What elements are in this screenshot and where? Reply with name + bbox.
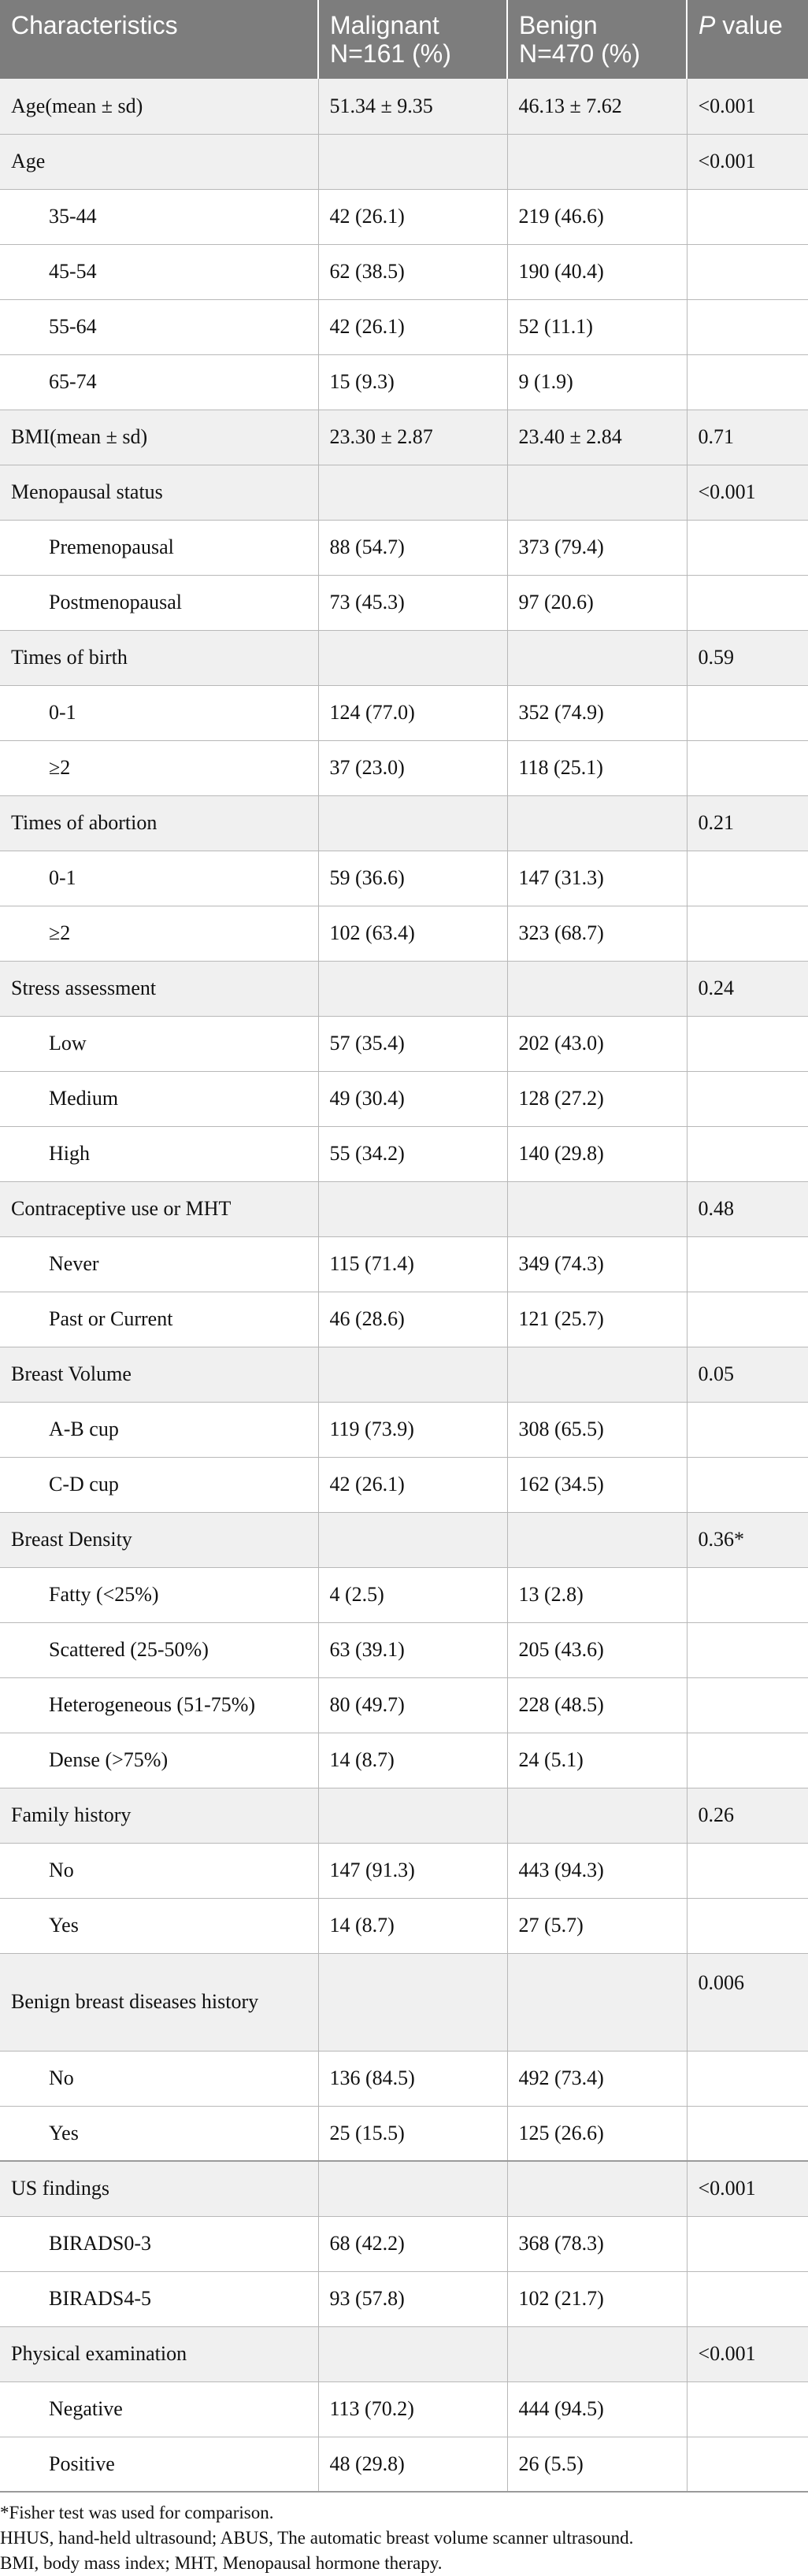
malignant-cell: 62 (38.5) <box>318 244 507 299</box>
subgroup-row <box>0 2216 808 2271</box>
subgroup-row <box>0 1016 808 1071</box>
p-value-cell <box>687 1016 808 1071</box>
benign-cell <box>507 2161 687 2216</box>
p-value-cell: 0.05 <box>687 1347 808 1402</box>
malignant-cell: 14 (8.7) <box>318 1733 507 1788</box>
benign-cell: 219 (46.6) <box>507 189 687 244</box>
p-value-cell: 0.59 <box>687 630 808 685</box>
benign-cell <box>507 795 687 851</box>
p-value-cell <box>687 2271 808 2326</box>
benign-cell: 23.40 ± 2.84 <box>507 410 687 465</box>
malignant-cell: 113 (70.2) <box>318 2381 507 2437</box>
row-label: ≥2 <box>0 740 318 795</box>
p-value-cell <box>687 520 808 575</box>
malignant-cell <box>318 1953 507 2051</box>
subgroup-row <box>0 1457 808 1512</box>
subgroup-row <box>0 906 808 961</box>
subgroup-row <box>0 1677 808 1733</box>
footnote: BMI, body mass index; MHT, Menopausal hormone therapy. <box>0 2553 443 2573</box>
benign-cell: 140 (29.8) <box>507 1126 687 1181</box>
row-label: Times of abortion <box>0 795 318 851</box>
subgroup-row <box>0 1567 808 1622</box>
row-label: C-D cup <box>0 1457 318 1512</box>
malignant-cell: 14 (8.7) <box>318 1898 507 1953</box>
benign-cell: 9 (1.9) <box>507 354 687 410</box>
benign-cell: 121 (25.7) <box>507 1292 687 1347</box>
p-value-cell <box>687 1622 808 1677</box>
row-label: Positive <box>0 2437 318 2492</box>
malignant-cell <box>318 1512 507 1567</box>
p-value-cell: 0.24 <box>687 961 808 1016</box>
malignant-cell: 55 (34.2) <box>318 1126 507 1181</box>
p-value-cell <box>687 1843 808 1898</box>
category-row <box>0 134 808 189</box>
malignant-cell <box>318 1181 507 1236</box>
p-value-cell <box>687 2051 808 2106</box>
p-value-cell <box>687 1677 808 1733</box>
subgroup-row <box>0 1071 808 1126</box>
subgroup-row <box>0 1733 808 1788</box>
p-value-cell <box>687 1402 808 1457</box>
header-row <box>0 0 808 79</box>
footnote: *Fisher test was used for comparison. <box>0 2503 274 2522</box>
benign-cell <box>507 1512 687 1567</box>
row-label: Menopausal status <box>0 465 318 520</box>
row-label: 55-64 <box>0 299 318 354</box>
benign-cell: 308 (65.5) <box>507 1402 687 1457</box>
subgroup-row <box>0 1402 808 1457</box>
malignant-cell <box>318 961 507 1016</box>
p-value-cell <box>687 1126 808 1181</box>
category-row <box>0 1788 808 1843</box>
row-label: Breast Volume <box>0 1347 318 1402</box>
benign-cell: 46.13 ± 7.62 <box>507 79 687 134</box>
malignant-cell: 49 (30.4) <box>318 1071 507 1126</box>
benign-cell <box>507 1788 687 1843</box>
p-value-cell <box>687 1457 808 1512</box>
category-row <box>0 630 808 685</box>
row-label: No <box>0 2051 318 2106</box>
benign-cell: 97 (20.6) <box>507 575 687 630</box>
p-value-cell: <0.001 <box>687 79 808 134</box>
subgroup-row <box>0 2051 808 2106</box>
malignant-cell: 119 (73.9) <box>318 1402 507 1457</box>
subgroup-row <box>0 1843 808 1898</box>
p-value-cell <box>687 851 808 906</box>
malignant-cell <box>318 630 507 685</box>
malignant-cell: 51.34 ± 9.35 <box>318 79 507 134</box>
subgroup-row <box>0 1126 808 1181</box>
row-label: BIRADS4-5 <box>0 2271 318 2326</box>
subgroup-row <box>0 2437 808 2492</box>
benign-cell: 162 (34.5) <box>507 1457 687 1512</box>
subgroup-row <box>0 740 808 795</box>
malignant-cell: 115 (71.4) <box>318 1236 507 1292</box>
benign-cell: 147 (31.3) <box>507 851 687 906</box>
subgroup-row <box>0 520 808 575</box>
p-value-cell <box>687 244 808 299</box>
row-label: Dense (>75%) <box>0 1733 318 1788</box>
subgroup-row <box>0 851 808 906</box>
benign-cell: 228 (48.5) <box>507 1677 687 1733</box>
p-value-cell <box>687 906 808 961</box>
row-label: Stress assessment <box>0 961 318 1016</box>
malignant-cell: 68 (42.2) <box>318 2216 507 2271</box>
malignant-cell: 42 (26.1) <box>318 1457 507 1512</box>
benign-cell: 444 (94.5) <box>507 2381 687 2437</box>
row-label: US findings <box>0 2161 318 2216</box>
malignant-cell <box>318 2326 507 2381</box>
row-label: Yes <box>0 2106 318 2161</box>
subgroup-row <box>0 1898 808 1953</box>
row-label: Age <box>0 134 318 189</box>
p-value-cell: <0.001 <box>687 465 808 520</box>
p-value-cell: 0.36* <box>687 1512 808 1567</box>
header-benign-n: N=470 (%) <box>519 39 640 68</box>
malignant-cell <box>318 795 507 851</box>
benign-cell: 26 (5.5) <box>507 2437 687 2492</box>
benign-cell: 323 (68.7) <box>507 906 687 961</box>
header-benign-label: Benign <box>519 11 598 39</box>
subgroup-row <box>0 354 808 410</box>
malignant-cell: 80 (49.7) <box>318 1677 507 1733</box>
header-malignant-label: Malignant <box>330 11 439 39</box>
benign-cell: 125 (26.6) <box>507 2106 687 2161</box>
malignant-cell: 15 (9.3) <box>318 354 507 410</box>
benign-cell: 368 (78.3) <box>507 2216 687 2271</box>
header-malignant <box>318 0 507 79</box>
benign-cell <box>507 465 687 520</box>
p-value-cell: <0.001 <box>687 134 808 189</box>
benign-cell <box>507 630 687 685</box>
p-value-cell <box>687 189 808 244</box>
benign-cell: 352 (74.9) <box>507 685 687 740</box>
benign-cell <box>507 134 687 189</box>
subgroup-row <box>0 189 808 244</box>
p-value-cell: 0.71 <box>687 410 808 465</box>
benign-cell: 128 (27.2) <box>507 1071 687 1126</box>
footnote: HHUS, hand-held ultrasound; ABUS, The automatic breast volume scanner ultrasound. <box>0 2528 634 2548</box>
malignant-cell: 25 (15.5) <box>318 2106 507 2161</box>
p-value-cell <box>687 1236 808 1292</box>
subgroup-row <box>0 2106 808 2161</box>
benign-cell: 118 (25.1) <box>507 740 687 795</box>
p-value-cell <box>687 354 808 410</box>
row-label: 65-74 <box>0 354 318 410</box>
category-row <box>0 79 808 134</box>
row-label: Premenopausal <box>0 520 318 575</box>
malignant-cell: 48 (29.8) <box>318 2437 507 2492</box>
malignant-cell: 4 (2.5) <box>318 1567 507 1622</box>
row-label: BMI(mean ± sd) <box>0 410 318 465</box>
row-label: Yes <box>0 1898 318 1953</box>
benign-cell: 349 (74.3) <box>507 1236 687 1292</box>
table-body <box>0 79 808 2492</box>
malignant-cell: 88 (54.7) <box>318 520 507 575</box>
malignant-cell: 102 (63.4) <box>318 906 507 961</box>
p-value-cell <box>687 2437 808 2492</box>
row-label: Contraceptive use or MHT <box>0 1181 318 1236</box>
subgroup-row <box>0 575 808 630</box>
malignant-cell <box>318 1347 507 1402</box>
subgroup-row <box>0 299 808 354</box>
malignant-cell <box>318 134 507 189</box>
p-value-cell <box>687 1071 808 1126</box>
malignant-cell: 42 (26.1) <box>318 299 507 354</box>
benign-cell: 13 (2.8) <box>507 1567 687 1622</box>
category-row <box>0 2326 808 2381</box>
p-value-cell <box>687 1292 808 1347</box>
p-value-cell <box>687 2381 808 2437</box>
table-header <box>0 0 808 79</box>
row-label: Scattered (25-50%) <box>0 1622 318 1677</box>
p-value-cell <box>687 740 808 795</box>
benign-cell: 27 (5.7) <box>507 1898 687 1953</box>
malignant-cell <box>318 2161 507 2216</box>
row-label: Past or Current <box>0 1292 318 1347</box>
benign-cell: 24 (5.1) <box>507 1733 687 1788</box>
category-row <box>0 2161 808 2216</box>
row-label: Breast Density <box>0 1512 318 1567</box>
header-p-rest: value <box>715 11 783 39</box>
benign-cell: 190 (40.4) <box>507 244 687 299</box>
subgroup-row <box>0 1236 808 1292</box>
malignant-cell: 147 (91.3) <box>318 1843 507 1898</box>
benign-cell <box>507 1347 687 1402</box>
p-value-cell <box>687 299 808 354</box>
benign-cell <box>507 1953 687 2051</box>
p-value-cell <box>687 1567 808 1622</box>
row-label: Postmenopausal <box>0 575 318 630</box>
benign-cell: 202 (43.0) <box>507 1016 687 1071</box>
malignant-cell: 59 (36.6) <box>318 851 507 906</box>
row-label: BIRADS0-3 <box>0 2216 318 2271</box>
subgroup-row <box>0 1292 808 1347</box>
p-value-cell: <0.001 <box>687 2326 808 2381</box>
malignant-cell: 57 (35.4) <box>318 1016 507 1071</box>
subgroup-row <box>0 2271 808 2326</box>
row-label: Physical examination <box>0 2326 318 2381</box>
row-label: 0-1 <box>0 851 318 906</box>
header-malignant-n: N=161 (%) <box>330 39 451 68</box>
p-value-cell: 0.21 <box>687 795 808 851</box>
category-row <box>0 465 808 520</box>
p-value-cell: <0.001 <box>687 2161 808 2216</box>
benign-cell <box>507 961 687 1016</box>
p-value-cell: 0.006 <box>687 1953 808 2051</box>
row-label: No <box>0 1843 318 1898</box>
header-benign <box>507 0 687 79</box>
row-label: 35-44 <box>0 189 318 244</box>
malignant-cell: 136 (84.5) <box>318 2051 507 2106</box>
category-row <box>0 1512 808 1567</box>
p-value-cell <box>687 685 808 740</box>
malignant-cell: 37 (23.0) <box>318 740 507 795</box>
category-row <box>0 1347 808 1402</box>
header-p-value <box>687 0 808 79</box>
p-value-cell <box>687 1898 808 1953</box>
malignant-cell: 73 (45.3) <box>318 575 507 630</box>
subgroup-row <box>0 2381 808 2437</box>
category-row <box>0 795 808 851</box>
benign-cell: 205 (43.6) <box>507 1622 687 1677</box>
malignant-cell: 93 (57.8) <box>318 2271 507 2326</box>
subgroup-row <box>0 244 808 299</box>
row-label: Never <box>0 1236 318 1292</box>
row-label: A-B cup <box>0 1402 318 1457</box>
benign-cell <box>507 2326 687 2381</box>
row-label: Medium <box>0 1071 318 1126</box>
category-row <box>0 1953 808 2051</box>
row-label: Low <box>0 1016 318 1071</box>
row-label: 45-54 <box>0 244 318 299</box>
header-characteristics-label: Characteristics <box>11 11 178 39</box>
p-value-cell <box>687 2106 808 2161</box>
malignant-cell: 63 (39.1) <box>318 1622 507 1677</box>
benign-cell <box>507 1181 687 1236</box>
subgroup-row <box>0 685 808 740</box>
p-value-cell <box>687 1733 808 1788</box>
row-label: Times of birth <box>0 630 318 685</box>
category-row <box>0 1181 808 1236</box>
malignant-cell: 46 (28.6) <box>318 1292 507 1347</box>
header-p-italic: P <box>699 11 716 39</box>
malignant-cell: 23.30 ± 2.87 <box>318 410 507 465</box>
footnotes <box>0 2493 808 2576</box>
p-value-cell <box>687 575 808 630</box>
row-label: ≥2 <box>0 906 318 961</box>
malignant-cell: 124 (77.0) <box>318 685 507 740</box>
p-value-cell <box>687 2216 808 2271</box>
malignant-cell: 42 (26.1) <box>318 189 507 244</box>
category-row <box>0 961 808 1016</box>
row-label: High <box>0 1126 318 1181</box>
benign-cell: 443 (94.3) <box>507 1843 687 1898</box>
row-label: Benign breast diseases history <box>0 1953 318 2051</box>
category-row <box>0 410 808 465</box>
header-characteristics <box>0 0 318 79</box>
subgroup-row <box>0 1622 808 1677</box>
malignant-cell <box>318 1788 507 1843</box>
benign-cell: 52 (11.1) <box>507 299 687 354</box>
row-label: Negative <box>0 2381 318 2437</box>
row-label: Heterogeneous (51-75%) <box>0 1677 318 1733</box>
row-label: 0-1 <box>0 685 318 740</box>
benign-cell: 373 (79.4) <box>507 520 687 575</box>
benign-cell: 102 (21.7) <box>507 2271 687 2326</box>
p-value-cell: 0.26 <box>687 1788 808 1843</box>
row-label: Fatty (<25%) <box>0 1567 318 1622</box>
row-label: Age(mean ± sd) <box>0 79 318 134</box>
p-value-cell: 0.48 <box>687 1181 808 1236</box>
benign-cell: 492 (73.4) <box>507 2051 687 2106</box>
row-label: Family history <box>0 1788 318 1843</box>
malignant-cell <box>318 465 507 520</box>
